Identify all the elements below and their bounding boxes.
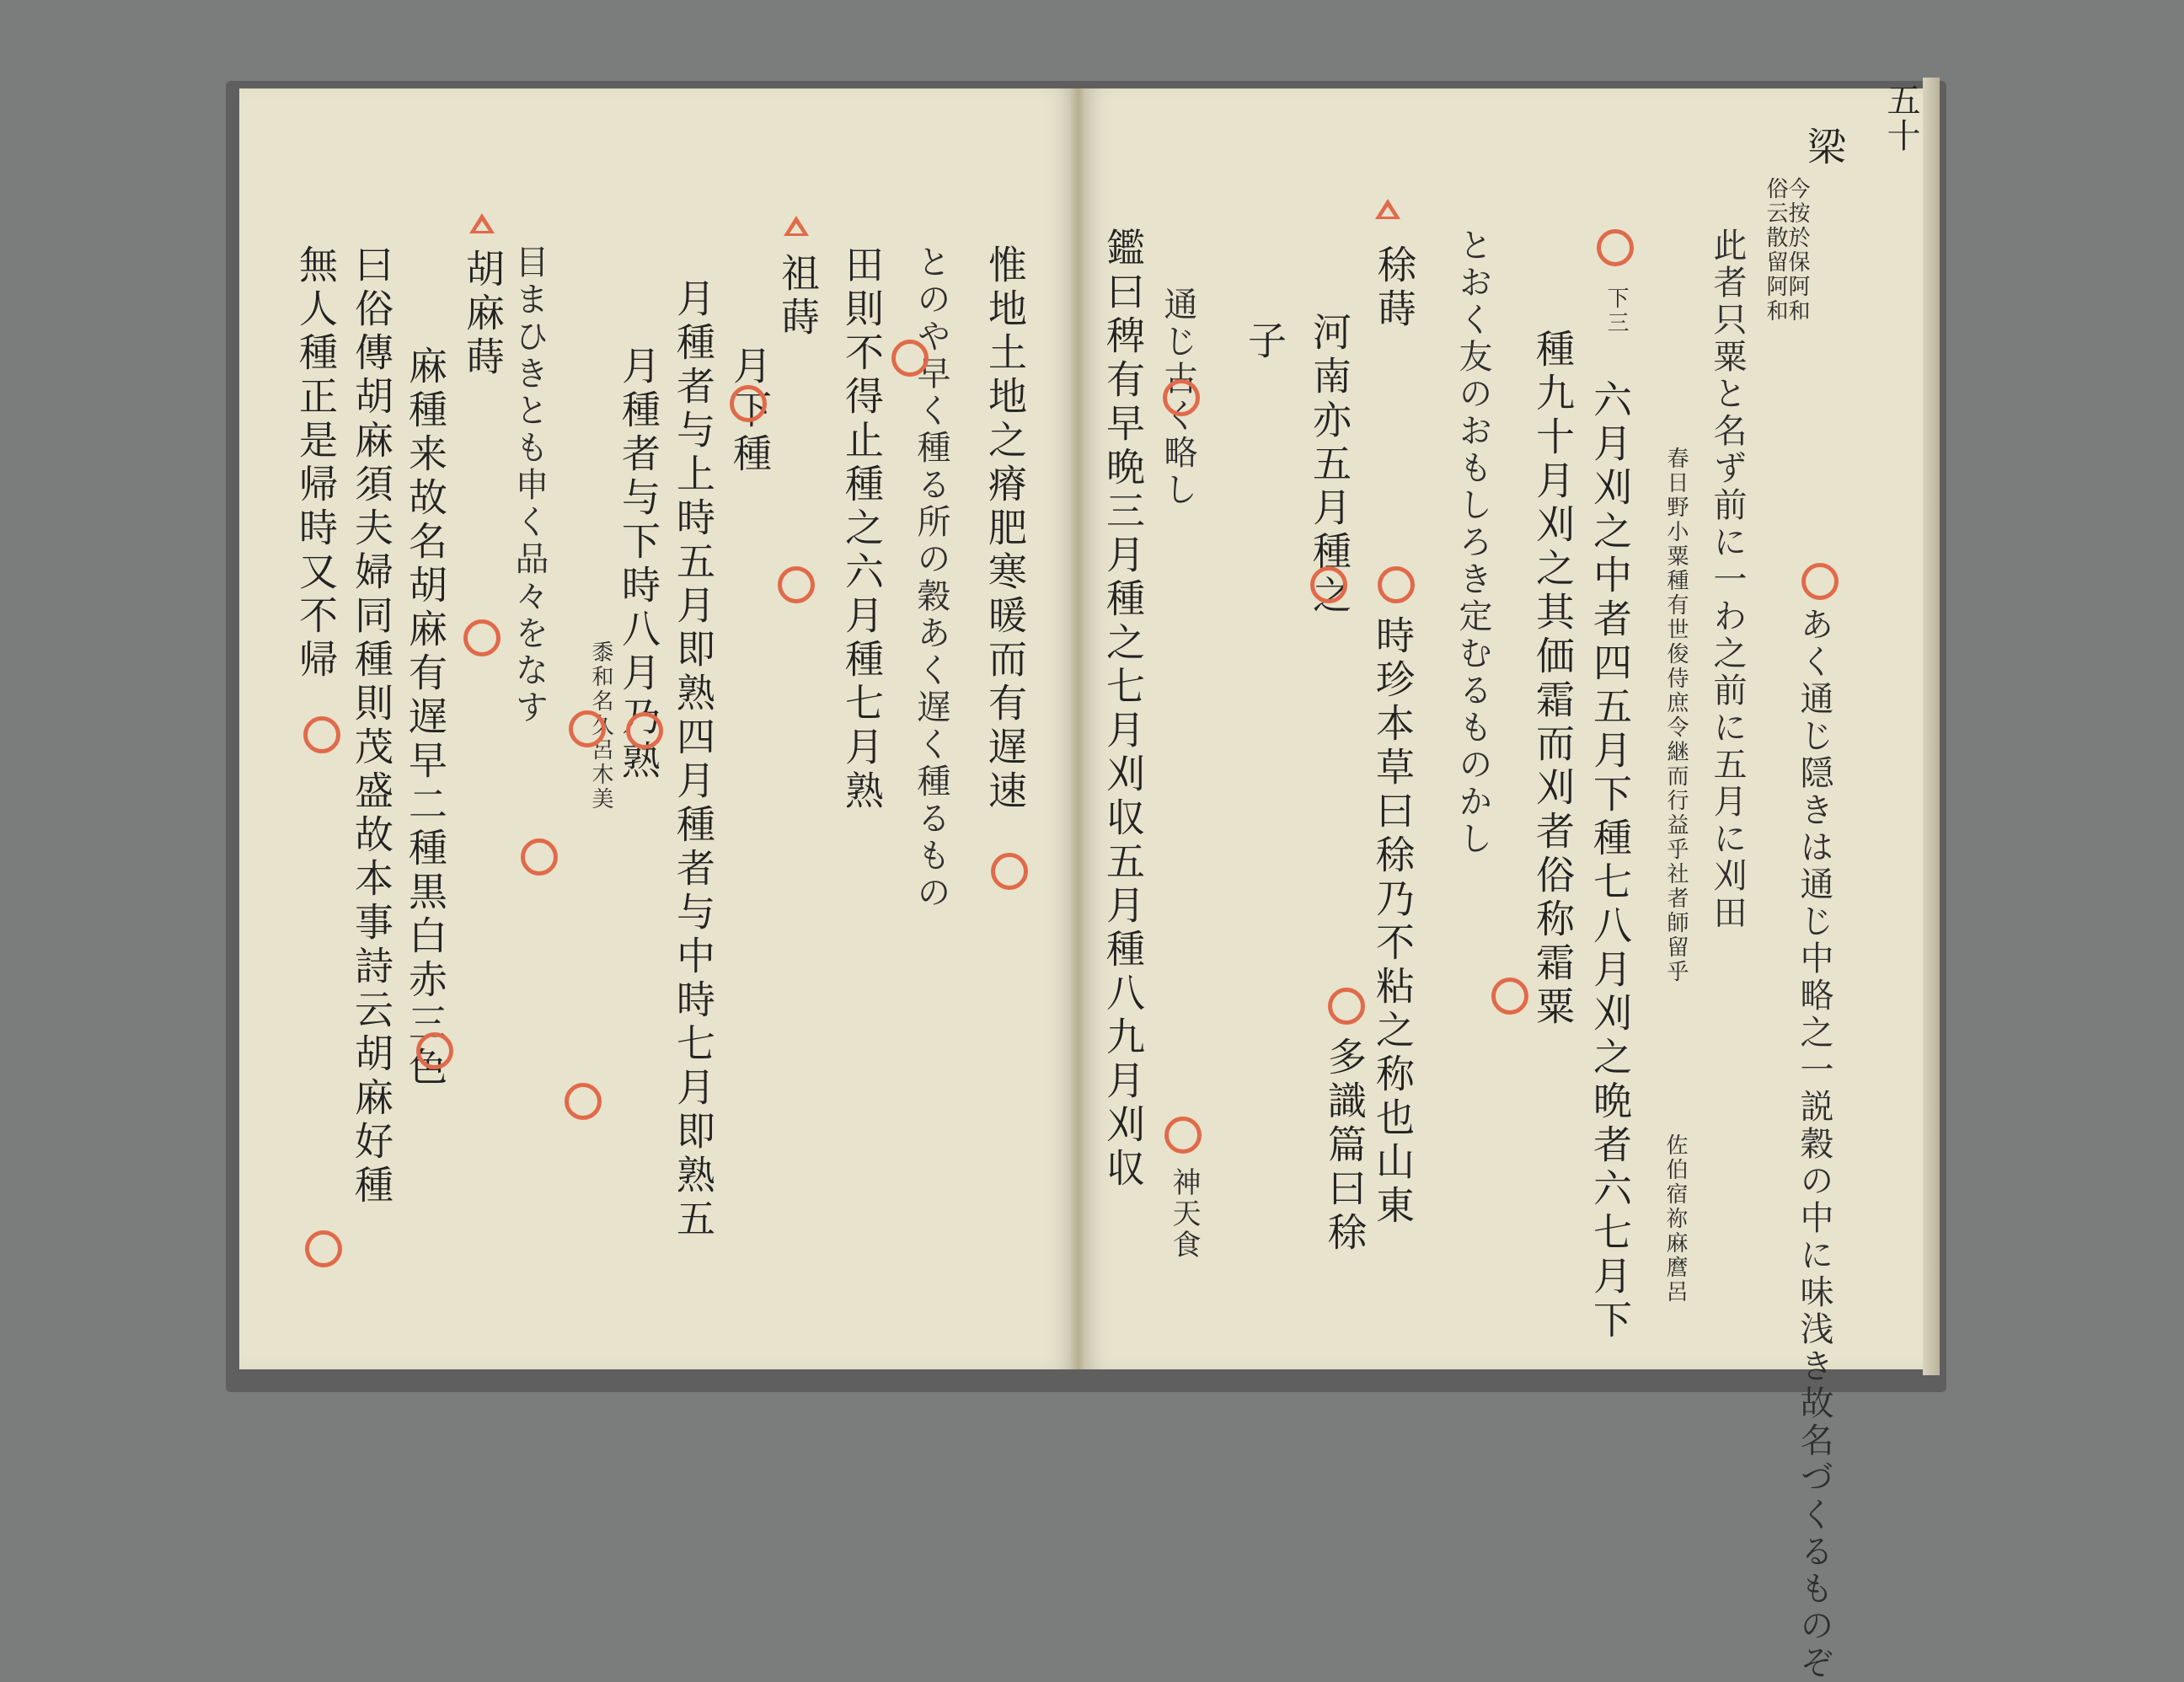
red-circle-mark bbox=[730, 385, 767, 422]
book-gutter bbox=[1071, 88, 1086, 1369]
red-triangle-mark bbox=[469, 213, 495, 233]
right-note-lower: 下三 bbox=[1603, 287, 1629, 335]
right-col-13: 神天食 bbox=[1167, 1167, 1201, 1261]
right-col-8: 子 bbox=[1242, 320, 1287, 364]
red-circle-mark bbox=[991, 853, 1028, 890]
right-col-10: 鑑曰稗有早晩三月種之七月刈収五月種八九月刈収 bbox=[1100, 228, 1146, 1192]
red-triangle-mark bbox=[784, 216, 809, 236]
section-heading-sesame: 胡麻蒔 bbox=[460, 249, 506, 380]
section-heading-rice: 稌蒔 bbox=[1372, 244, 1417, 332]
left-col-6: 月種者与上時五月即熟四月種者与中時七月即熟五 bbox=[671, 278, 716, 1242]
right-col-11: 時珍本草曰稌乃不粘之称也山東 bbox=[1370, 615, 1416, 1229]
left-col-2: とのや早く種る所の穀あく遅く種るもの bbox=[912, 244, 950, 912]
left-col-3: 田則不得止種之六月種七月熟 bbox=[839, 244, 885, 814]
right-col-9: 通じ古く略し bbox=[1159, 287, 1197, 509]
red-circle-mark bbox=[416, 1032, 453, 1069]
right-col-7: 河南亦五月種之 bbox=[1307, 312, 1352, 619]
left-col-5: 月下種 bbox=[727, 346, 773, 477]
red-circle-mark bbox=[778, 566, 815, 603]
red-circle-mark bbox=[1328, 988, 1365, 1025]
red-circle-mark bbox=[569, 710, 606, 747]
red-circle-mark bbox=[1491, 978, 1528, 1015]
right-col-1: 梁 bbox=[1801, 126, 1847, 170]
red-circle-mark bbox=[1597, 229, 1634, 266]
red-circle-mark bbox=[1310, 566, 1347, 603]
right-col-1-note2: 俗云散留阿和 bbox=[1763, 177, 1788, 324]
left-col-10: 麻種来故名胡麻有遅早二種黒白赤三色 bbox=[403, 346, 448, 1090]
right-col-3: 六月刈之中者四五月下種七八月刈之晩者六七月下 bbox=[1587, 379, 1633, 1343]
section-heading-millet: 祖蒔 bbox=[775, 253, 821, 340]
signature: 佐伯宿祢麻麿呂 bbox=[1662, 1133, 1688, 1304]
red-triangle-mark bbox=[1375, 199, 1400, 219]
page-edge bbox=[1923, 78, 1940, 1375]
red-circle-mark bbox=[1378, 566, 1415, 603]
left-col-11: 曰俗傳胡麻須夫婦同種則茂盛故本事詩云胡麻好種 bbox=[349, 244, 394, 1208]
red-circle-mark bbox=[565, 1083, 602, 1120]
red-circle-mark bbox=[305, 1230, 342, 1267]
right-col-12: 多識篇曰稌 bbox=[1322, 1037, 1368, 1256]
furigana-line: 春日野小粟種有世俊侍庶令継而行益乎社者師留乎 bbox=[1663, 447, 1689, 984]
red-circle-mark bbox=[521, 838, 558, 876]
left-col-9: 目まひきとも申く品々をなす bbox=[510, 244, 549, 726]
left-col-12: 無人種正是帰時又不帰 bbox=[293, 244, 339, 683]
page-number: 五十 bbox=[1882, 83, 1920, 153]
red-circle-mark bbox=[1163, 379, 1200, 416]
left-col-8: 黍和名久呂木美 bbox=[588, 640, 613, 812]
left-col-1: 惟地土地之瘠肥寒暖而有遅速 bbox=[982, 244, 1028, 814]
red-circle-mark bbox=[891, 340, 929, 377]
right-col-2: 此者只粟と名ず前に一わ之前に五月に刈田 bbox=[1708, 228, 1747, 932]
red-circle-mark bbox=[303, 716, 340, 753]
red-circle-mark bbox=[1164, 1117, 1202, 1154]
right-col-5: とおく友のおもしろき定むるものかし bbox=[1453, 228, 1492, 858]
right-col-1-note: 今按於保阿和 bbox=[1785, 177, 1810, 324]
red-circle-mark bbox=[626, 712, 663, 749]
red-circle-mark bbox=[1801, 563, 1839, 600]
right-col-1b: あく通じ隠きは通じ中略之一説穀の中に味浅き故名づくるものぞ bbox=[1795, 607, 1833, 1682]
red-circle-mark bbox=[463, 619, 500, 656]
right-col-4: 種九十月刈之其価霜而刈者俗称霜粟 bbox=[1530, 329, 1576, 1030]
left-col-7: 月種者与下時八月乃熟 bbox=[616, 346, 661, 784]
